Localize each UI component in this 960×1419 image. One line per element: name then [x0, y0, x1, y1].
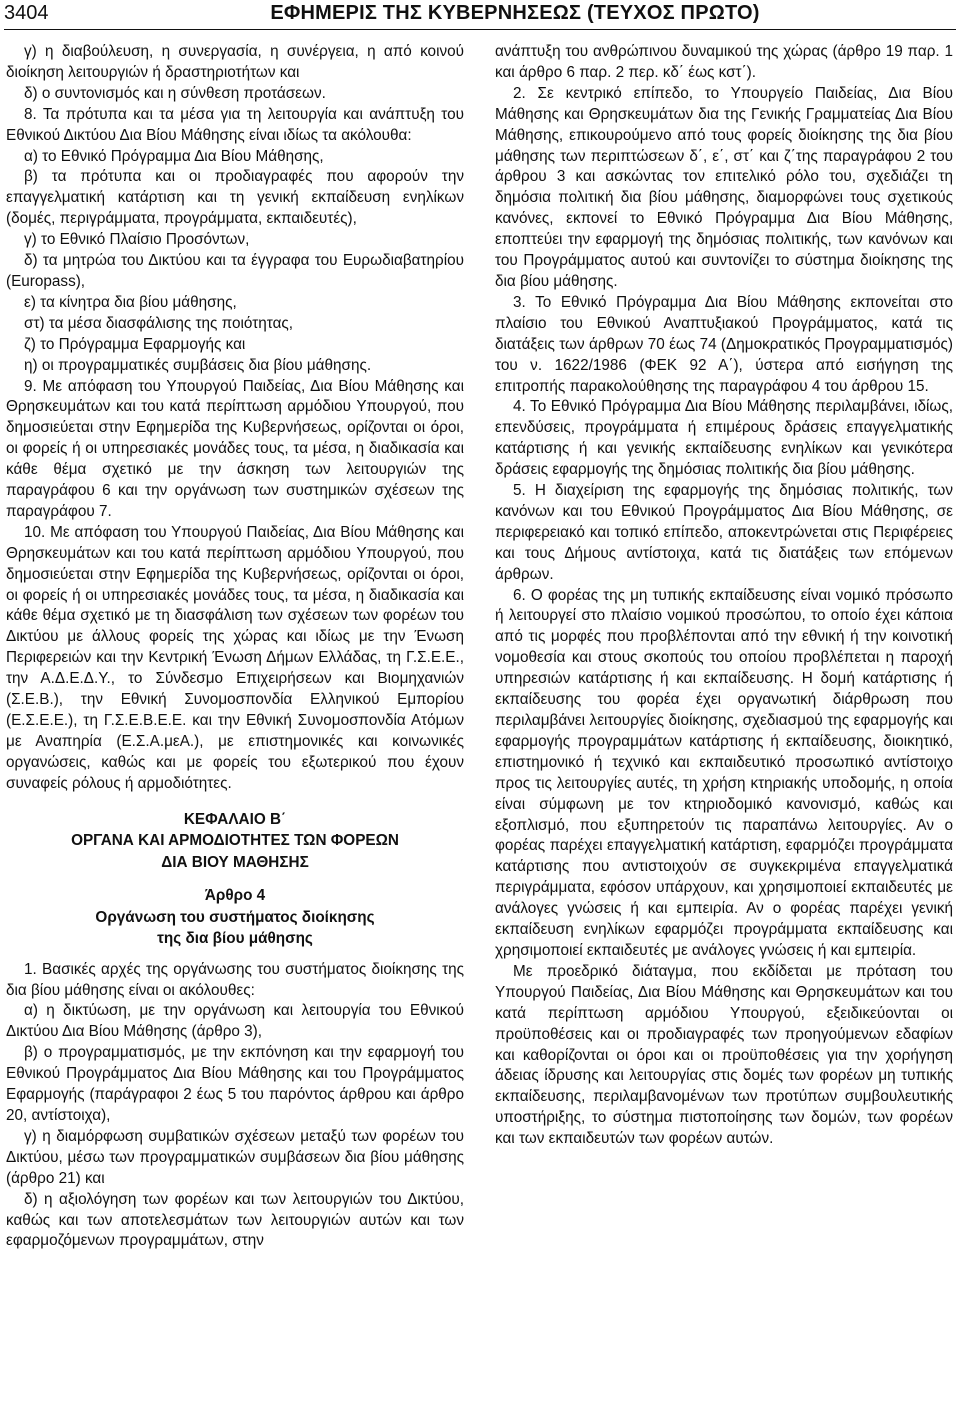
chapter-heading [6, 809, 464, 874]
paragraph: ζ) το Πρόγραμμα Εφαρμογής και [24, 335, 246, 353]
paragraph: Με προεδρικό διάταγμα, που εκδίδεται με πρόταση του Υπουργού Παιδείας, Δια Βίου Μάθησης και Θρησκευμάτων και του κατά περίπτωση αρμόδιου Υπουργού, εξειδικεύονται οι προϋποθέσεις και οι προδιαγραφές των προηγούμενων εδαφίων και καθορίζονται οι όροι και οι προϋποθέσεις για την χορήγηση άδειας ίδρυσης και λειτουργίας στις δομές των φορέων μη τυπικής εκπαίδευσης, περιλαμβανομένων των προτύπων συμβουλευτικής υποστήριξης, το σύστημα πιστοποίησης των δομών, των φορέων και των εκπαιδευτών των φορέων αυτών. [495, 962, 953, 1148]
paragraph: 8. Τα πρότυπα και τα μέσα για τη λειτουργία και ανάπτυξη του Εθνικού Δικτύου Δια Βίου Μάθησης είναι ιδίως τα ακόλουθα: [6, 105, 464, 144]
paragraph: η) οι προγραμματικές συμβάσεις δια βίου μάθησης. [24, 356, 372, 374]
paragraph: 1. Βασικές αρχές της οργάνωσης του συστήματος διοίκησης της δια βίου μάθησης είναι οι ακόλουθες: [6, 960, 464, 999]
article-title-line: της δια βίου μάθησης [157, 930, 313, 948]
page-header [4, 0, 956, 30]
right-column [495, 42, 953, 1150]
paragraph: γ) η διαμόρφωση συμβατικών σχέσεων μεταξύ των φορέων του Δικτύου, μέσω των προγραμματικών συμβάσεων δια βίου μάθησης (άρθρο 21) και [6, 1127, 464, 1187]
paragraph: 3. Το Εθνικό Πρόγραμμα Δια Βίου Μάθησης εκπονείται στο πλαίσιο του Εθνικού Αναπτυξιακού Προγράμματος, κατά τις διατάξεις των άρθρων 70 έως 74 (Δημοκρατικός Προγραμματισμός) του ν. 1622/1986 (ΦΕΚ 92 Α΄), ύστερα από εισήγηση της επιτροπής παρακολούθησης της παραγράφου 4 του άρθρου 15. [495, 293, 953, 395]
paragraph: 2. Σε κεντρικό επίπεδο, το Υπουργείο Παιδείας, Δια Βίου Μάθησης και Θρησκευμάτων δια της Γενικής Γραμματείας Δια Βίου Μάθησης, επικουρούμενο από τους φορείς διοίκησης της δια βίου μάθησης των περιπτώσεων δ΄, ε΄, στ΄ και ζ΄της παραγράφου 2 του άρθρου 3 και ασκώντας τον επιτελικό ρόλο του, σχεδιάζει τη δημόσια πολιτική δια βίου μάθησης, διαμορφώνει τους σχετικούς κανόνες, εκπονεί το Εθνικό Πρόγραμμα Δια Βίου Μάθησης, εποπτεύει την εφαρμογή της δημόσιας πολιτικής, των κανόνων και του Προγράμματος αυτού και συντονίζει το σύστημα διοίκησης της δια βίου μάθησης. [495, 84, 953, 290]
paragraph: 10. Με απόφαση του Υπουργού Παιδείας, Δια Βίου Μάθησης και Θρησκευμάτων και του κατά περίπτωση αρμόδιου Υπουργού, που δημοσιεύεται στην Εφημερίδα της Κυβερνήσεως, ορίζονται οι όροι, οι φορείς ή οι υπηρεσιακές μονάδες τους, τα μέσα, η διαδικασία και κάθε θέμα σχετικό με τη διασφάλιση των σχέσεων των φορέων του Δικτύου με άλλους φορείς της χώρας και ιδίως με την Ένωση Περιφερειών και την Κεντρική Ένωση Δήμων Ελλάδας, τη Γ.Σ.Ε.Ε., την Α.Δ.Ε.Δ.Υ., το Σύνδεσμο Επιχειρήσεων και Βιομηχανιών (Σ.Ε.Β.), την Εθνική Συνομοσπονδία Ελληνικού Εμπορίου (Ε.Σ.Ε.Ε.), τη Γ.Σ.Ε.Β.Ε.Ε. και την Εθνική Συνομοσπονδία Ατόμων με Αναπηρία (Ε.Σ.Α.μεΑ.), με επιστημονικές και κοινωνικές οργανώσεις, καθώς και με φορείς του εξωτερικού που έχουν συναφείς ρόλους ή αρμοδιότητες. [6, 523, 464, 792]
paragraph: ε) τα κίνητρα δια βίου μάθησης, [24, 293, 237, 311]
paragraph: δ) ο συντονισμός και η σύνθεση προτάσεων. [24, 84, 326, 102]
paragraph: ανάπτυξη του ανθρώπινου δυναμικού της χώρας (άρθρο 19 παρ. 1 και άρθρο 6 παρ. 2 περ. κδ΄ έως κστ΄). [495, 43, 953, 81]
paragraph: στ) τα μέσα διασφάλισης της ποιότητας, [24, 314, 294, 332]
paragraph: α) η δικτύωση, με την οργάνωση και λειτουργία του Εθνικού Δικτύου Δια Βίου Μάθησης (άρθρο 3), [6, 1002, 464, 1041]
left-column [6, 42, 464, 1252]
paragraph: 6. Ο φορέας της μη τυπικής εκπαίδευσης είναι νομικό πρόσωπο ή λειτουργεί στο πλαίσιο νομικού προσώπου, το οποίο έχει κάποια από τις μορφές που προβλέπονται από την εθνική ή την κοινοτική νομοθεσία και στους σκοπούς του οποίου προβλέπεται η παροχή υπηρεσιών κατάρτισης ή και εκπαίδευσης. Η δομή κατάρτισης ή εκπαίδευσης του φορέα έχει οργανωτική διάρθρωση που περιλαμβάνει λειτουργίες διοίκησης, σχεδιασμού της εφαρμογής και εφαρμογής προγραμμάτων κατάρτισης ή εκπαίδευσης, διοικητικό, επιστημονικό ή τεχνικό και εκπαιδευτικό προσωπικό αντίστοιχο προς τις λειτουργίες αυτές, τη χρήση κτηριακής υποδομής, η οποία είναι σύμφωνη με τον κτηριοδομικό κανονισμό, καθώς και εξοπλισμό, που εξυπηρετούν τις παραπάνω λειτουργίες. Αν ο φορέας παρέχει επαγγελματική κατάρτιση, εφαρμόζει προγράμματα κατάρτισης που αντιστοιχούν σε συγκεκριμένα επαγγελματικά περιγράμματα, εφόσον υπάρχουν, και χρησιμοποιεί εκπαιδευτές με ανάλογες γνώσεις ή και εμπειρία. Αν ο φορέας παρέχει γενική εκπαίδευση ενηλίκων εφαρμόζει προγράμματα εκπαίδευσης και χρησιμοποιεί εκπαιδευτές με ανάλογες γνώσεις ή και εμπειρία. [495, 586, 953, 959]
page-number: 3404 [4, 2, 49, 24]
paragraph: δ) η αξιολόγηση των φορέων και των λειτουργιών του Δικτύου, καθώς και των αποτελεσμάτων των λειτουργιών αυτών και των εφαρμοζόμενων προγραμμάτων, στην [6, 1190, 464, 1250]
gazette-title: ΕΦΗΜΕΡΙΣ ΤΗΣ ΚΥΒΕΡΝΗΣΕΩΣ (ΤΕΥΧΟΣ ΠΡΩΤΟ) [270, 2, 760, 24]
article-title-line: Οργάνωση του συστήματος διοίκησης [95, 908, 375, 926]
paragraph: β) τα πρότυπα και οι προδιαγραφές που αφορούν την επαγγελματική κατάρτιση και τη γενική εκπαίδευση ενηλίκων (δομές, περιγράμματα, προγράμματα, εκπαιδευτές), [6, 168, 464, 228]
article-number: Άρθρο 4 [204, 887, 266, 905]
chapter-number: ΚΕΦΑΛΑΙΟ Β΄ [183, 810, 287, 828]
paragraph: 4. Το Εθνικό Πρόγραμμα Δια Βίου Μάθησης περιλαμβάνει, ιδίως, επενδύσεις, προγράμματα ή επιμέρους δράσεις επαγγελματικής κατάρτισης ή και γενικής εκπαίδευσης ενηλίκων και γενικότερα δράσεις εφαρμογής της δημόσιας πολιτικής δια βίου μάθησης. [495, 398, 953, 479]
paragraph: 5. Η διαχείριση της εφαρμογής της δημόσιας πολιτικής, των κανόνων και του Εθνικού Προγράμματος Δια Βίου Μάθησης, σε περιφερειακό και τοπικό επίπεδο, αποκεντρώνεται στις Περιφέρειες και τους Δήμους αντίστοιχα, κατά τις διατάξεις των επόμενων άρθρων. [495, 482, 953, 583]
header-rule [4, 29, 956, 30]
paragraph: α) το Εθνικό Πρόγραμμα Δια Βίου Μάθησης, [24, 147, 324, 165]
paragraph: 9. Με απόφαση του Υπουργού Παιδείας, Δια Βίου Μάθησης και Θρησκευμάτων και του κατά περίπτωση αρμόδιου Υπουργού, που δημοσιεύεται στην Εφημερίδα της Κυβερνήσεως, ορίζονται οι όροι, οι φορείς ή οι υπηρεσιακές μονάδες τους, τα μέσα, η διαδικασία και κάθε θέμα σχετικό με την άσκηση των λειτουργιών της παραγράφου 6 και την οργάνωση των συστημικών σχέσεων της παραγράφου 7. [6, 377, 464, 520]
chapter-title-line: ΟΡΓΑΝΑ ΚΑΙ ΑΡΜΟΔΙΟΤΗΤΕΣ ΤΩΝ ΦΟΡΕΩΝ [71, 832, 399, 850]
paragraph: δ) τα μητρώα του Δικτύου και τα έγγραφα του Ευρωδιαβατηρίου (Europass), [6, 252, 464, 290]
paragraph: γ) το Εθνικό Πλαίσιο Προσόντων, [24, 231, 250, 249]
paragraph: γ) η διαβούλευση, η συνεργασία, η συνέργεια, η από κοινού διοίκηση λειτουργιών ή δραστηριοτήτων και [6, 43, 464, 81]
chapter-title-line: ΔΙΑ ΒΙΟΥ ΜΑΘΗΣΗΣ [161, 853, 309, 871]
article-heading [6, 885, 464, 950]
paragraph: β) ο προγραμματισμός, με την εκπόνηση και την εφαρμογή του Εθνικού Προγράμματος Δια Βίου Μάθησης και του Προγράμματος Εφαρμογής (παράγραφοι 2 έως 5 του παρόντος άρθρου και άρθρο 20, αντίστοιχα), [6, 1044, 464, 1124]
